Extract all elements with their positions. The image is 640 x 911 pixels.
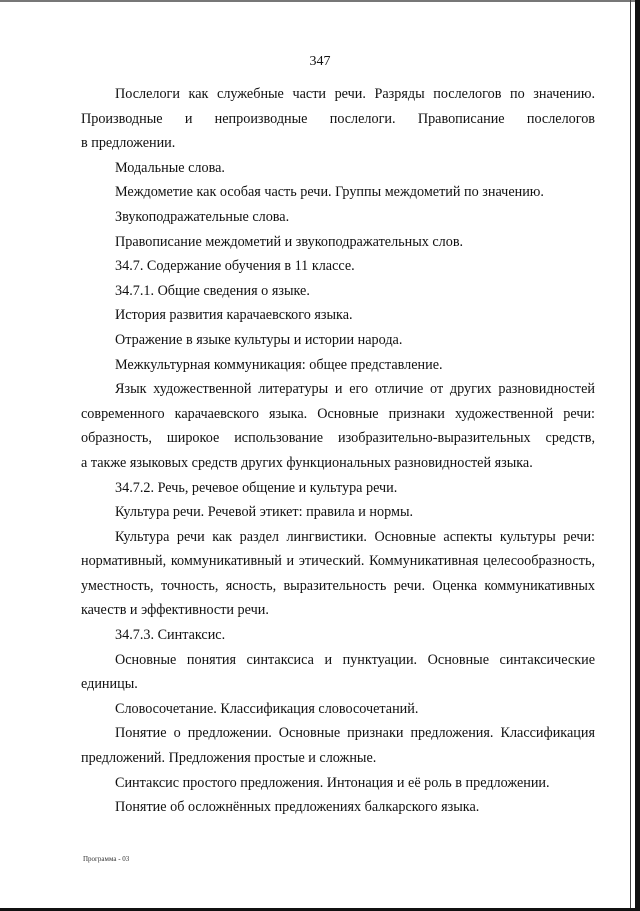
paragraph-line: образность, широкое использование изобразительно-выразительных средств,	[81, 430, 595, 447]
paragraph: Культура речи. Речевой этикет: правила и нормы.	[115, 504, 414, 521]
paragraph: Правописание междометий и звукоподражательных слов.	[115, 233, 464, 250]
paragraph-line: Послелоги как служебные части речи. Разряды послелогов по значению.	[115, 86, 595, 102]
paragraph	[81, 721, 595, 770]
paragraph-line: Культура речи как раздел лингвистики. Основные аспекты культуры речи:	[115, 528, 595, 545]
paragraph-line: Производные и непроизводные послелоги. Правописание послелогов	[81, 110, 595, 127]
paragraph: Междометие как особая часть речи. Группы междометий по значению.	[115, 184, 544, 201]
paragraph: Словосочетание. Классификация словосочетаний.	[115, 700, 419, 717]
paragraph: Синтаксис простого предложения. Интонация и её роль в предложении.	[115, 774, 550, 791]
paragraph: Понятие об осложнённых предложениях балкарского языка.	[115, 799, 480, 816]
paragraph-line: нормативный, коммуникативный и этический. Коммуникативная целесообразность,	[81, 553, 595, 570]
paragraph	[81, 525, 595, 623]
paragraph-line: Понятие о предложении. Основные признаки предложения. Классификация	[115, 725, 595, 742]
subsection-heading: 34.7.2. Речь, речевое общение и культура речи.	[115, 479, 398, 496]
paragraph-line: уместность, точность, ясность, выразительность речи. Оценка коммуникативных	[81, 577, 595, 594]
paragraph: Межкультурная коммуникация: общее представление.	[115, 356, 443, 373]
paragraph-line: Основные понятия синтаксиса и пунктуации. Основные синтаксические	[115, 651, 595, 668]
paragraph: История развития карачаевского языка.	[115, 307, 353, 324]
paragraph-line: качеств и эффективности речи.	[81, 602, 269, 619]
paragraph: Модальные слова.	[115, 159, 225, 176]
subsection-heading: 34.7.1. Общие сведения о языке.	[115, 282, 310, 299]
paragraph-line: современного карачаевского языка. Основные признаки художественной речи:	[81, 405, 595, 422]
paragraph	[81, 82, 595, 156]
scan-edge-top	[0, 0, 640, 2]
paragraph-line: а также языковых средств других функциональных разновидностей языка.	[81, 454, 533, 471]
section-heading: 34.7. Содержание обучения в 11 классе.	[115, 258, 355, 275]
subsection-heading: 34.7.3. Синтаксис.	[115, 627, 226, 644]
page-footer: Программа - 03	[83, 855, 130, 863]
scan-edge-right-line	[630, 0, 631, 911]
scan-edge-right	[635, 0, 640, 911]
paragraph-line: Язык художественной литературы и его отличие от других разновидностей	[115, 381, 595, 398]
paragraph-line: предложений. Предложения простые и сложные.	[81, 750, 377, 767]
document-body	[81, 82, 595, 820]
paragraph	[81, 648, 595, 697]
paragraph-line: единицы.	[81, 676, 138, 693]
paragraph: Отражение в языке культуры и истории народа.	[115, 331, 403, 348]
page-number: 347	[309, 54, 331, 69]
paragraph	[81, 377, 595, 475]
paragraph-line: в предложении.	[81, 135, 176, 152]
paragraph: Звукоподражательные слова.	[115, 208, 290, 225]
